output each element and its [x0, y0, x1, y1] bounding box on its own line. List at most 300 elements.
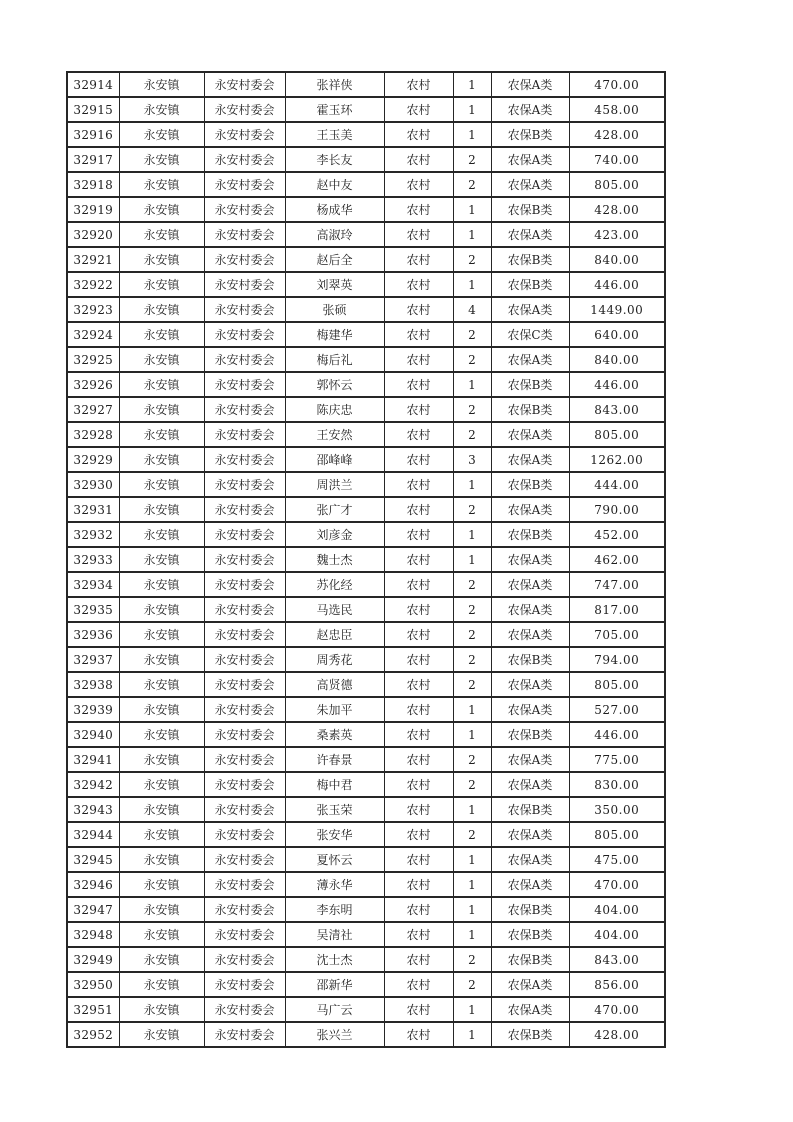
cell-insurance_category: 农保A类 [491, 572, 569, 597]
cell-town: 永安镇 [119, 397, 204, 422]
cell-id: 32932 [67, 522, 119, 547]
cell-town: 永安镇 [119, 347, 204, 372]
cell-town: 永安镇 [119, 422, 204, 447]
cell-residence_type: 农村 [384, 222, 453, 247]
cell-amount: 805.00 [569, 172, 665, 197]
cell-insurance_category: 农保B类 [491, 647, 569, 672]
cell-person_count: 2 [453, 397, 491, 422]
cell-amount: 856.00 [569, 972, 665, 997]
cell-insurance_category: 农保B类 [491, 272, 569, 297]
cell-name: 马选民 [285, 597, 384, 622]
cell-name: 李长友 [285, 147, 384, 172]
cell-name: 马广云 [285, 997, 384, 1022]
cell-insurance_category: 农保B类 [491, 722, 569, 747]
cell-residence_type: 农村 [384, 822, 453, 847]
cell-insurance_category: 农保A类 [491, 847, 569, 872]
cell-insurance_category: 农保B类 [491, 122, 569, 147]
cell-insurance_category: 农保A类 [491, 622, 569, 647]
cell-town: 永安镇 [119, 972, 204, 997]
cell-insurance_category: 农保A类 [491, 447, 569, 472]
cell-residence_type: 农村 [384, 572, 453, 597]
cell-town: 永安镇 [119, 72, 204, 97]
cell-person_count: 2 [453, 647, 491, 672]
cell-amount: 470.00 [569, 72, 665, 97]
cell-village_committee: 永安村委会 [204, 922, 285, 947]
cell-town: 永安镇 [119, 572, 204, 597]
cell-residence_type: 农村 [384, 772, 453, 797]
cell-village_committee: 永安村委会 [204, 947, 285, 972]
cell-residence_type: 农村 [384, 247, 453, 272]
cell-id: 32919 [67, 197, 119, 222]
cell-insurance_category: 农保B类 [491, 947, 569, 972]
cell-town: 永安镇 [119, 172, 204, 197]
table-row [67, 822, 665, 847]
cell-village_committee: 永安村委会 [204, 672, 285, 697]
cell-amount: 350.00 [569, 797, 665, 822]
cell-insurance_category: 农保A类 [491, 422, 569, 447]
table-row [67, 547, 665, 572]
insurance-roster-table-body [67, 72, 665, 1047]
cell-id: 32935 [67, 597, 119, 622]
cell-insurance_category: 农保B类 [491, 522, 569, 547]
cell-insurance_category: 农保A类 [491, 822, 569, 847]
cell-person_count: 1 [453, 222, 491, 247]
cell-name: 邵峰峰 [285, 447, 384, 472]
table-row [67, 747, 665, 772]
cell-id: 32915 [67, 97, 119, 122]
cell-name: 刘翠英 [285, 272, 384, 297]
table-row [67, 597, 665, 622]
cell-person_count: 2 [453, 422, 491, 447]
cell-person_count: 1 [453, 72, 491, 97]
cell-village_committee: 永安村委会 [204, 747, 285, 772]
cell-insurance_category: 农保A类 [491, 972, 569, 997]
cell-residence_type: 农村 [384, 922, 453, 947]
table-row [67, 797, 665, 822]
cell-residence_type: 农村 [384, 397, 453, 422]
cell-person_count: 1 [453, 197, 491, 222]
cell-person_count: 3 [453, 447, 491, 472]
cell-amount: 428.00 [569, 197, 665, 222]
cell-person_count: 1 [453, 372, 491, 397]
cell-village_committee: 永安村委会 [204, 322, 285, 347]
cell-town: 永安镇 [119, 147, 204, 172]
cell-person_count: 1 [453, 897, 491, 922]
cell-insurance_category: 农保B类 [491, 897, 569, 922]
cell-person_count: 1 [453, 547, 491, 572]
cell-town: 永安镇 [119, 747, 204, 772]
cell-village_committee: 永安村委会 [204, 972, 285, 997]
cell-name: 王安然 [285, 422, 384, 447]
cell-town: 永安镇 [119, 672, 204, 697]
cell-village_committee: 永安村委会 [204, 572, 285, 597]
cell-id: 32931 [67, 497, 119, 522]
cell-village_committee: 永安村委会 [204, 422, 285, 447]
cell-residence_type: 农村 [384, 297, 453, 322]
cell-village_committee: 永安村委会 [204, 497, 285, 522]
cell-id: 32926 [67, 372, 119, 397]
cell-village_committee: 永安村委会 [204, 1022, 285, 1047]
table-row [67, 972, 665, 997]
table-row [67, 397, 665, 422]
cell-amount: 527.00 [569, 697, 665, 722]
cell-person_count: 1 [453, 97, 491, 122]
cell-insurance_category: 农保A类 [491, 497, 569, 522]
table-row [67, 147, 665, 172]
table-row [67, 997, 665, 1022]
cell-insurance_category: 农保A类 [491, 347, 569, 372]
cell-amount: 843.00 [569, 947, 665, 972]
cell-person_count: 4 [453, 297, 491, 322]
cell-town: 永安镇 [119, 447, 204, 472]
cell-amount: 830.00 [569, 772, 665, 797]
cell-person_count: 1 [453, 272, 491, 297]
table-row [67, 897, 665, 922]
cell-village_committee: 永安村委会 [204, 297, 285, 322]
cell-person_count: 1 [453, 1022, 491, 1047]
cell-name: 张兴兰 [285, 1022, 384, 1047]
cell-village_committee: 永安村委会 [204, 547, 285, 572]
cell-town: 永安镇 [119, 372, 204, 397]
cell-residence_type: 农村 [384, 522, 453, 547]
cell-insurance_category: 农保B类 [491, 372, 569, 397]
cell-residence_type: 农村 [384, 147, 453, 172]
cell-residence_type: 农村 [384, 647, 453, 672]
cell-id: 32923 [67, 297, 119, 322]
table-row [67, 1022, 665, 1047]
cell-name: 朱加平 [285, 697, 384, 722]
cell-residence_type: 农村 [384, 497, 453, 522]
cell-insurance_category: 农保A类 [491, 97, 569, 122]
cell-person_count: 2 [453, 972, 491, 997]
cell-residence_type: 农村 [384, 897, 453, 922]
cell-person_count: 2 [453, 322, 491, 347]
cell-residence_type: 农村 [384, 422, 453, 447]
cell-id: 32938 [67, 672, 119, 697]
cell-name: 邵新华 [285, 972, 384, 997]
cell-name: 陈庆忠 [285, 397, 384, 422]
cell-village_committee: 永安村委会 [204, 697, 285, 722]
cell-residence_type: 农村 [384, 722, 453, 747]
cell-name: 刘彦金 [285, 522, 384, 547]
cell-village_committee: 永安村委会 [204, 397, 285, 422]
cell-residence_type: 农村 [384, 447, 453, 472]
cell-name: 薄永华 [285, 872, 384, 897]
cell-amount: 458.00 [569, 97, 665, 122]
cell-town: 永安镇 [119, 522, 204, 547]
cell-town: 永安镇 [119, 97, 204, 122]
cell-residence_type: 农村 [384, 947, 453, 972]
cell-id: 32927 [67, 397, 119, 422]
cell-residence_type: 农村 [384, 97, 453, 122]
cell-id: 32949 [67, 947, 119, 972]
table-row [67, 172, 665, 197]
cell-town: 永安镇 [119, 947, 204, 972]
table-row [67, 722, 665, 747]
cell-id: 32945 [67, 847, 119, 872]
cell-residence_type: 农村 [384, 597, 453, 622]
table-row [67, 347, 665, 372]
cell-person_count: 2 [453, 772, 491, 797]
cell-id: 32952 [67, 1022, 119, 1047]
cell-village_committee: 永安村委会 [204, 597, 285, 622]
cell-amount: 805.00 [569, 672, 665, 697]
cell-person_count: 2 [453, 947, 491, 972]
cell-name: 张祥侠 [285, 72, 384, 97]
cell-village_committee: 永安村委会 [204, 772, 285, 797]
cell-amount: 423.00 [569, 222, 665, 247]
cell-name: 魏士杰 [285, 547, 384, 572]
cell-residence_type: 农村 [384, 347, 453, 372]
table-row [67, 647, 665, 672]
cell-residence_type: 农村 [384, 872, 453, 897]
table-row [67, 297, 665, 322]
cell-village_committee: 永安村委会 [204, 72, 285, 97]
cell-id: 32917 [67, 147, 119, 172]
cell-person_count: 2 [453, 497, 491, 522]
cell-village_committee: 永安村委会 [204, 847, 285, 872]
cell-amount: 740.00 [569, 147, 665, 172]
insurance-roster-table [66, 71, 666, 1048]
cell-amount: 452.00 [569, 522, 665, 547]
cell-insurance_category: 农保B类 [491, 247, 569, 272]
cell-id: 32925 [67, 347, 119, 372]
cell-insurance_category: 农保A类 [491, 172, 569, 197]
cell-id: 32916 [67, 122, 119, 147]
cell-residence_type: 农村 [384, 322, 453, 347]
cell-amount: 470.00 [569, 872, 665, 897]
cell-insurance_category: 农保A类 [491, 772, 569, 797]
cell-name: 杨成华 [285, 197, 384, 222]
cell-amount: 840.00 [569, 247, 665, 272]
table-row [67, 222, 665, 247]
cell-amount: 705.00 [569, 622, 665, 647]
cell-village_committee: 永安村委会 [204, 222, 285, 247]
cell-village_committee: 永安村委会 [204, 272, 285, 297]
cell-name: 桑素英 [285, 722, 384, 747]
cell-name: 许春景 [285, 747, 384, 772]
cell-residence_type: 农村 [384, 847, 453, 872]
cell-amount: 446.00 [569, 272, 665, 297]
cell-insurance_category: 农保A类 [491, 72, 569, 97]
cell-id: 32918 [67, 172, 119, 197]
cell-person_count: 2 [453, 672, 491, 697]
cell-village_committee: 永安村委会 [204, 822, 285, 847]
cell-insurance_category: 农保A类 [491, 222, 569, 247]
cell-village_committee: 永安村委会 [204, 97, 285, 122]
table-row [67, 447, 665, 472]
cell-person_count: 2 [453, 247, 491, 272]
cell-residence_type: 农村 [384, 272, 453, 297]
cell-village_committee: 永安村委会 [204, 247, 285, 272]
cell-id: 32928 [67, 422, 119, 447]
cell-village_committee: 永安村委会 [204, 647, 285, 672]
cell-town: 永安镇 [119, 822, 204, 847]
cell-person_count: 2 [453, 747, 491, 772]
table-row [67, 122, 665, 147]
cell-id: 32914 [67, 72, 119, 97]
cell-person_count: 1 [453, 472, 491, 497]
cell-amount: 462.00 [569, 547, 665, 572]
cell-town: 永安镇 [119, 222, 204, 247]
cell-residence_type: 农村 [384, 672, 453, 697]
cell-name: 霍玉环 [285, 97, 384, 122]
table-row [67, 247, 665, 272]
cell-insurance_category: 农保B类 [491, 472, 569, 497]
cell-town: 永安镇 [119, 247, 204, 272]
table-row [67, 422, 665, 447]
cell-town: 永安镇 [119, 497, 204, 522]
cell-person_count: 1 [453, 797, 491, 822]
cell-name: 赵后全 [285, 247, 384, 272]
cell-amount: 805.00 [569, 422, 665, 447]
cell-name: 郭怀云 [285, 372, 384, 397]
cell-name: 梅中君 [285, 772, 384, 797]
cell-person_count: 2 [453, 172, 491, 197]
cell-id: 32946 [67, 872, 119, 897]
cell-insurance_category: 农保B类 [491, 922, 569, 947]
cell-residence_type: 农村 [384, 122, 453, 147]
cell-id: 32920 [67, 222, 119, 247]
table-row [67, 97, 665, 122]
cell-amount: 444.00 [569, 472, 665, 497]
cell-id: 32939 [67, 697, 119, 722]
cell-insurance_category: 农保A类 [491, 997, 569, 1022]
cell-insurance_category: 农保A类 [491, 672, 569, 697]
cell-village_committee: 永安村委会 [204, 122, 285, 147]
cell-name: 周秀花 [285, 647, 384, 672]
cell-id: 32930 [67, 472, 119, 497]
table-row [67, 697, 665, 722]
cell-id: 32943 [67, 797, 119, 822]
cell-village_committee: 永安村委会 [204, 147, 285, 172]
cell-insurance_category: 农保A类 [491, 297, 569, 322]
table-row [67, 622, 665, 647]
cell-village_committee: 永安村委会 [204, 447, 285, 472]
cell-name: 夏怀云 [285, 847, 384, 872]
cell-id: 32937 [67, 647, 119, 672]
cell-person_count: 1 [453, 522, 491, 547]
cell-town: 永安镇 [119, 322, 204, 347]
cell-id: 32921 [67, 247, 119, 272]
cell-person_count: 2 [453, 347, 491, 372]
cell-amount: 817.00 [569, 597, 665, 622]
cell-name: 梅建华 [285, 322, 384, 347]
cell-insurance_category: 农保A类 [491, 597, 569, 622]
cell-name: 高贤德 [285, 672, 384, 697]
table-row [67, 847, 665, 872]
cell-insurance_category: 农保C类 [491, 322, 569, 347]
table-row [67, 522, 665, 547]
cell-id: 32950 [67, 972, 119, 997]
cell-insurance_category: 农保A类 [491, 547, 569, 572]
cell-town: 永安镇 [119, 697, 204, 722]
cell-name: 张安华 [285, 822, 384, 847]
cell-id: 32948 [67, 922, 119, 947]
cell-village_committee: 永安村委会 [204, 172, 285, 197]
cell-name: 李东明 [285, 897, 384, 922]
cell-town: 永安镇 [119, 872, 204, 897]
table-row [67, 947, 665, 972]
table-row [67, 872, 665, 897]
cell-town: 永安镇 [119, 472, 204, 497]
cell-name: 梅后礼 [285, 347, 384, 372]
cell-residence_type: 农村 [384, 972, 453, 997]
cell-village_committee: 永安村委会 [204, 997, 285, 1022]
table-row [67, 672, 665, 697]
cell-village_committee: 永安村委会 [204, 897, 285, 922]
cell-person_count: 1 [453, 997, 491, 1022]
cell-name: 张广才 [285, 497, 384, 522]
cell-village_committee: 永安村委会 [204, 472, 285, 497]
cell-person_count: 1 [453, 872, 491, 897]
cell-residence_type: 农村 [384, 797, 453, 822]
cell-person_count: 2 [453, 572, 491, 597]
cell-village_committee: 永安村委会 [204, 797, 285, 822]
cell-amount: 747.00 [569, 572, 665, 597]
cell-amount: 404.00 [569, 922, 665, 947]
cell-id: 32944 [67, 822, 119, 847]
cell-residence_type: 农村 [384, 372, 453, 397]
table-row [67, 272, 665, 297]
cell-residence_type: 农村 [384, 1022, 453, 1047]
cell-village_committee: 永安村委会 [204, 522, 285, 547]
cell-name: 赵中友 [285, 172, 384, 197]
cell-person_count: 1 [453, 697, 491, 722]
table-row [67, 197, 665, 222]
cell-town: 永安镇 [119, 847, 204, 872]
cell-town: 永安镇 [119, 897, 204, 922]
cell-amount: 1449.00 [569, 297, 665, 322]
cell-town: 永安镇 [119, 297, 204, 322]
cell-amount: 790.00 [569, 497, 665, 522]
cell-amount: 775.00 [569, 747, 665, 772]
cell-residence_type: 农村 [384, 747, 453, 772]
table-row [67, 772, 665, 797]
cell-amount: 404.00 [569, 897, 665, 922]
cell-amount: 843.00 [569, 397, 665, 422]
cell-name: 高淑玲 [285, 222, 384, 247]
cell-name: 张硕 [285, 297, 384, 322]
cell-village_committee: 永安村委会 [204, 197, 285, 222]
table-row [67, 497, 665, 522]
cell-town: 永安镇 [119, 997, 204, 1022]
cell-insurance_category: 农保A类 [491, 872, 569, 897]
cell-town: 永安镇 [119, 722, 204, 747]
cell-name: 张玉荣 [285, 797, 384, 822]
cell-residence_type: 农村 [384, 472, 453, 497]
cell-amount: 428.00 [569, 122, 665, 147]
cell-residence_type: 农村 [384, 72, 453, 97]
cell-village_committee: 永安村委会 [204, 372, 285, 397]
cell-name: 沈士杰 [285, 947, 384, 972]
cell-insurance_category: 农保A类 [491, 747, 569, 772]
cell-insurance_category: 农保B类 [491, 197, 569, 222]
cell-residence_type: 农村 [384, 197, 453, 222]
cell-residence_type: 农村 [384, 622, 453, 647]
table-row [67, 472, 665, 497]
cell-town: 永安镇 [119, 622, 204, 647]
cell-village_committee: 永安村委会 [204, 347, 285, 372]
cell-person_count: 1 [453, 922, 491, 947]
table-row [67, 922, 665, 947]
cell-town: 永安镇 [119, 597, 204, 622]
cell-residence_type: 农村 [384, 547, 453, 572]
table-row [67, 572, 665, 597]
cell-id: 32951 [67, 997, 119, 1022]
cell-residence_type: 农村 [384, 697, 453, 722]
cell-name: 王玉美 [285, 122, 384, 147]
